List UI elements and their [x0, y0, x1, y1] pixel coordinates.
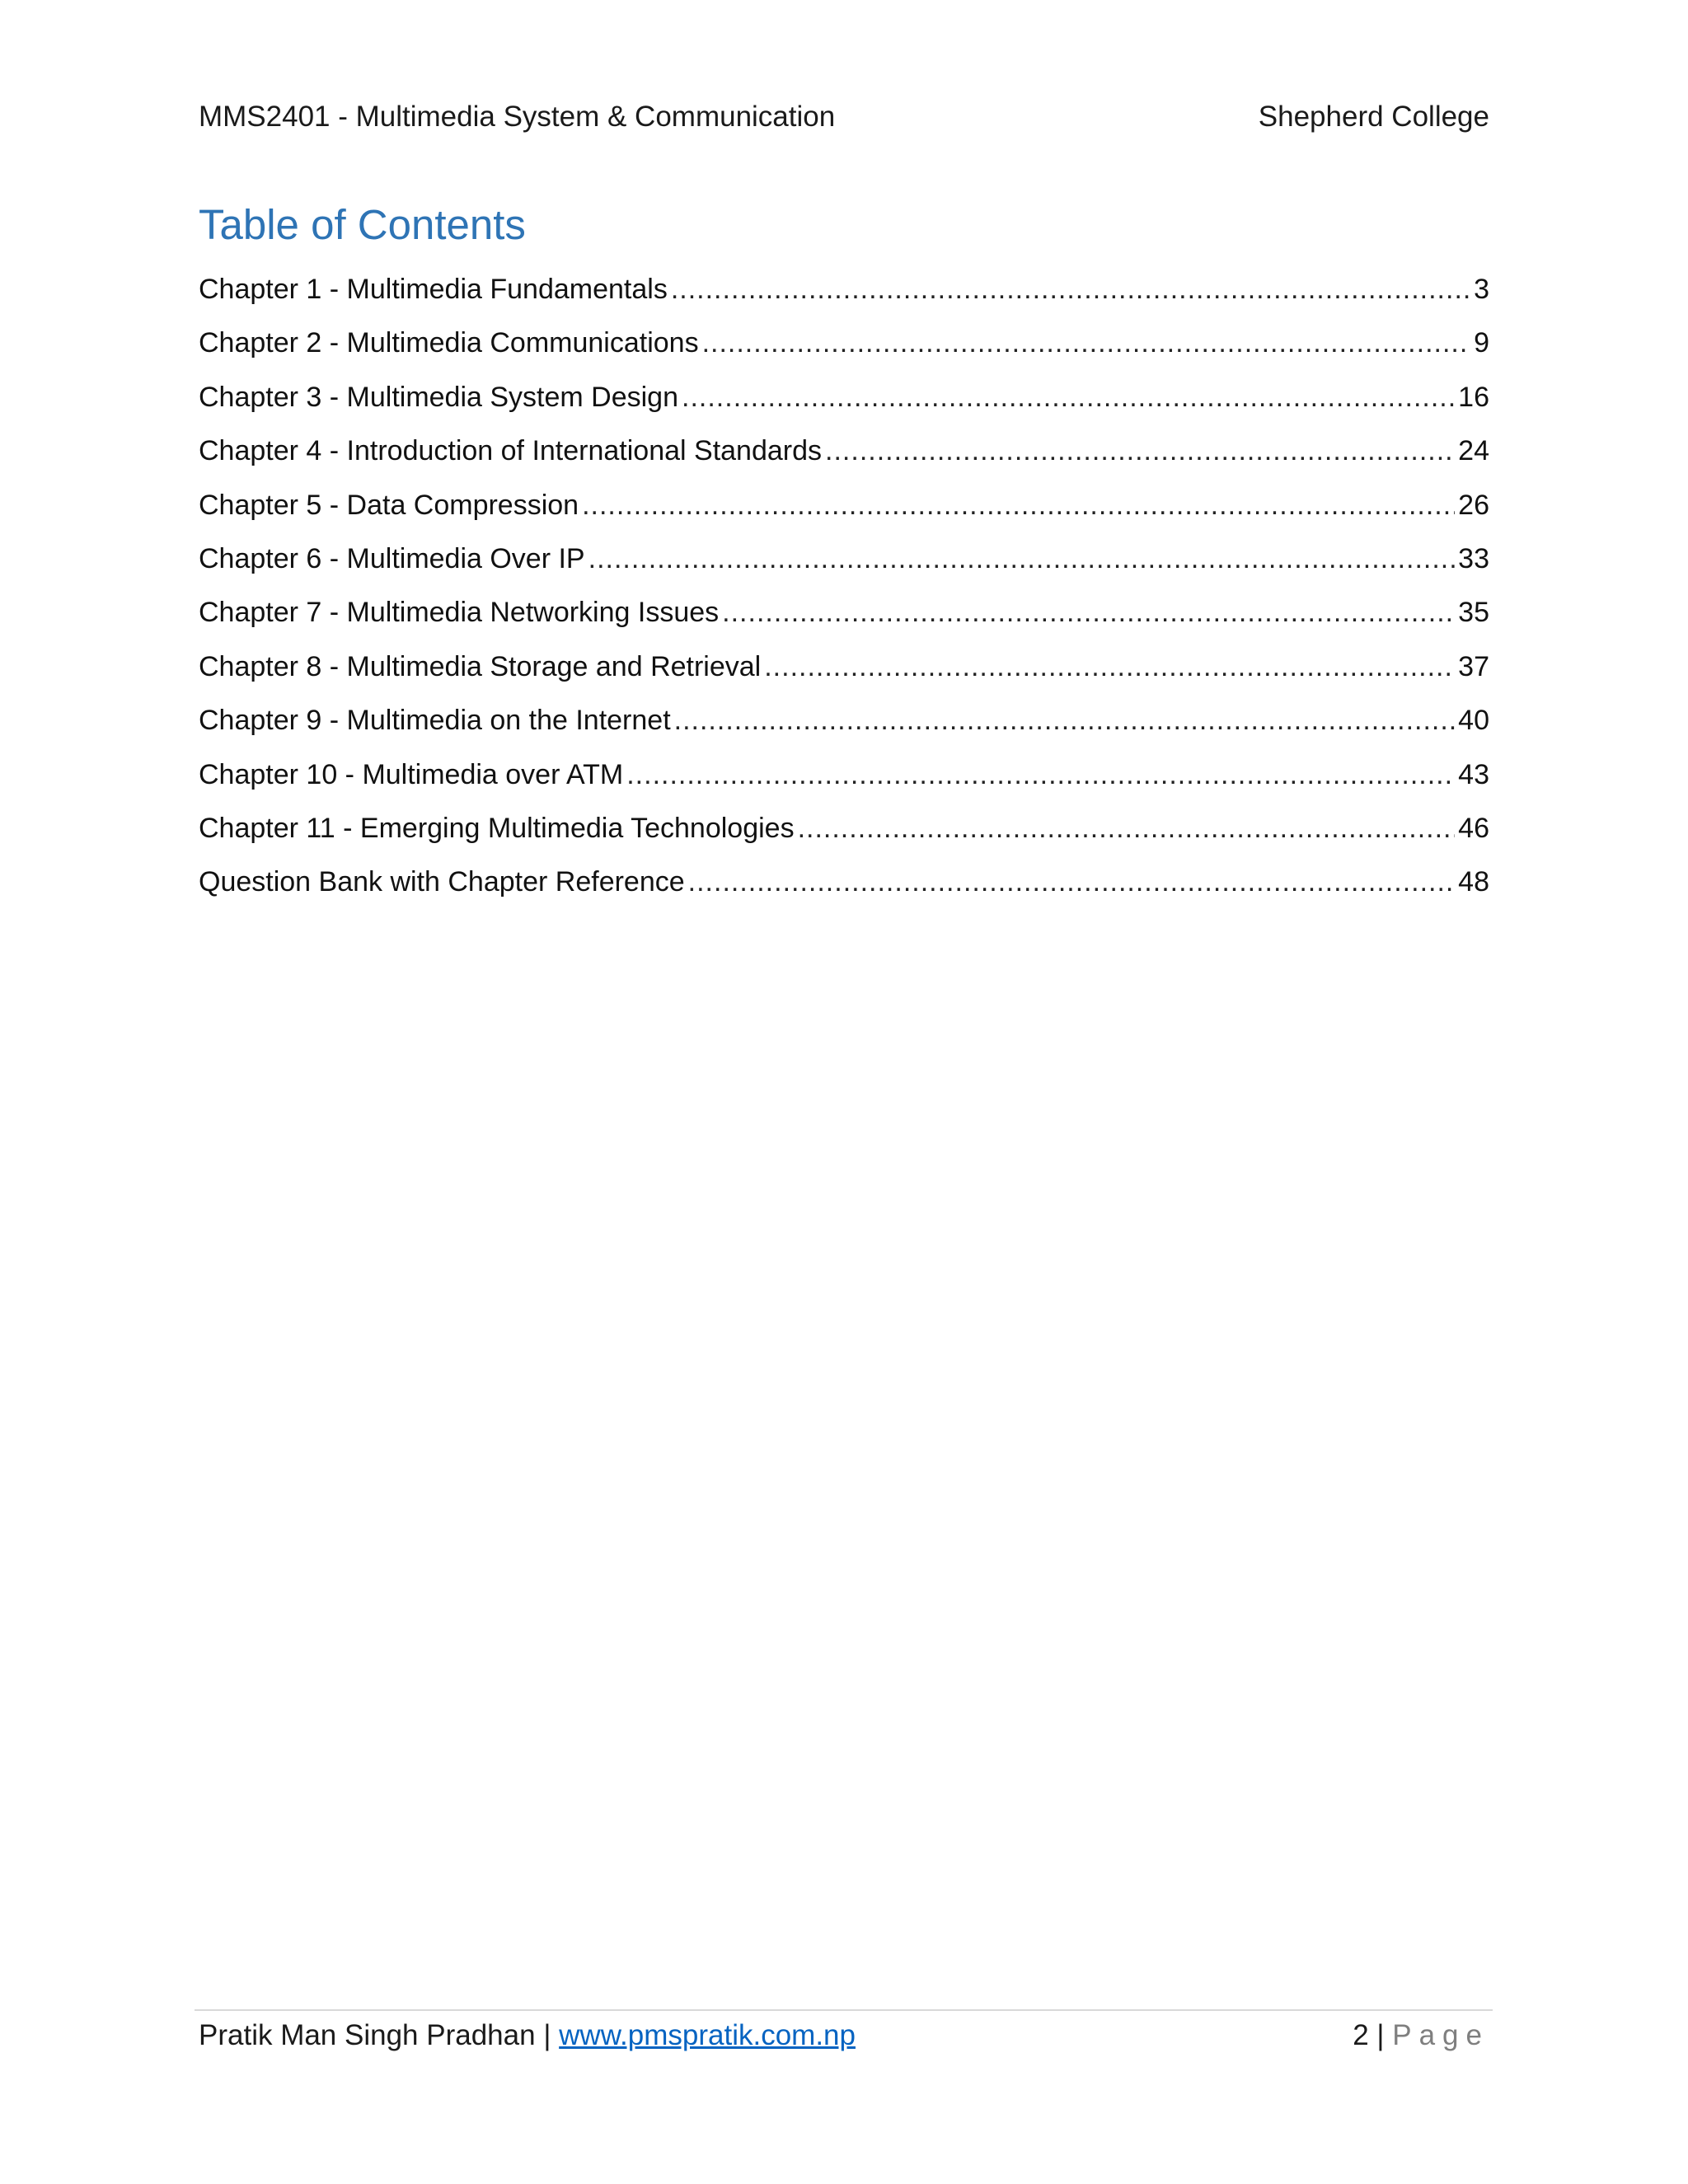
toc-entry-label: Chapter 11 - Emerging Multimedia Technologies [199, 812, 795, 844]
toc-entry-page: 3 [1474, 274, 1489, 305]
toc-entry-page: 37 [1458, 650, 1489, 682]
header-course-title: MMS2401 - Multimedia System & Communication [199, 101, 836, 133]
toc-list [199, 269, 1489, 916]
toc-entry-chapter-10[interactable] [199, 755, 1489, 808]
toc-dot-leader [582, 485, 1455, 525]
toc-heading: Table of Contents [199, 201, 526, 248]
toc-entry-label: Chapter 1 - Multimedia Fundamentals [199, 274, 668, 305]
page-header [199, 97, 1489, 137]
footer-website-link[interactable]: www.pmspratik.com.np [559, 2019, 856, 2051]
footer-divider [195, 2009, 1493, 2011]
footer-page-block [1353, 2016, 1489, 2055]
toc-entry-page: 46 [1458, 812, 1489, 844]
toc-entry-chapter-4[interactable] [199, 431, 1489, 485]
toc-entry-label: Chapter 9 - Multimedia on the Internet [199, 705, 671, 737]
toc-entry-chapter-2[interactable] [199, 323, 1489, 377]
toc-entry-page: 33 [1458, 542, 1489, 574]
toc-entry-label: Chapter 3 - Multimedia System Design [199, 381, 679, 413]
toc-dot-leader [722, 593, 1455, 632]
toc-entry-chapter-5[interactable] [199, 485, 1489, 539]
toc-dot-leader [674, 701, 1456, 740]
toc-dot-leader [764, 647, 1455, 687]
toc-entry-page: 48 [1458, 866, 1489, 898]
toc-entry-page: 35 [1458, 597, 1489, 629]
toc-entry-question-bank[interactable] [199, 862, 1489, 916]
toc-entry-page: 40 [1458, 705, 1489, 737]
toc-entry-label: Chapter 2 - Multimedia Communications [199, 327, 699, 359]
toc-entry-page: 16 [1458, 381, 1489, 413]
toc-entry-chapter-3[interactable] [199, 377, 1489, 431]
header-college-name: Shepherd College [1258, 101, 1489, 133]
toc-dot-leader [688, 862, 1456, 902]
footer-page-separator: | [1376, 2019, 1385, 2051]
toc-entry-page: 24 [1458, 435, 1489, 467]
toc-entry-label: Chapter 5 - Data Compression [199, 489, 579, 521]
toc-dot-leader [825, 431, 1455, 471]
footer-author-block [199, 2016, 856, 2055]
toc-entry-label: Chapter 7 - Multimedia Networking Issues [199, 597, 720, 629]
toc-entry-chapter-8[interactable] [199, 647, 1489, 701]
toc-dot-leader [682, 377, 1455, 417]
toc-dot-leader [702, 323, 1471, 363]
toc-entry-page: 26 [1458, 489, 1489, 521]
toc-entry-page: 9 [1474, 327, 1489, 359]
toc-entry-chapter-6[interactable] [199, 539, 1489, 593]
footer-page-number: 2 [1353, 2019, 1369, 2051]
toc-entry-chapter-7[interactable] [199, 593, 1489, 646]
toc-entry-chapter-9[interactable] [199, 701, 1489, 754]
toc-entry-label: Chapter 10 - Multimedia over ATM [199, 758, 624, 790]
toc-entry-chapter-11[interactable] [199, 808, 1489, 862]
toc-entry-label: Chapter 8 - Multimedia Storage and Retrieval [199, 650, 762, 682]
toc-dot-leader [626, 755, 1455, 794]
toc-entry-label: Chapter 6 - Multimedia Over IP [199, 542, 585, 574]
toc-dot-leader [798, 808, 1456, 848]
footer-page-word: Page [1392, 2019, 1489, 2051]
toc-dot-leader [671, 269, 1470, 309]
toc-entry-chapter-1[interactable] [199, 269, 1489, 323]
page-footer [199, 2016, 1489, 2055]
toc-entry-page: 43 [1458, 758, 1489, 790]
toc-dot-leader [588, 539, 1456, 579]
footer-separator: | [543, 2019, 551, 2051]
toc-entry-label: Chapter 4 - Introduction of International Standards [199, 435, 823, 467]
toc-entry-label: Question Bank with Chapter Reference [199, 866, 685, 898]
footer-author: Pratik Man Singh Pradhan [199, 2019, 536, 2051]
